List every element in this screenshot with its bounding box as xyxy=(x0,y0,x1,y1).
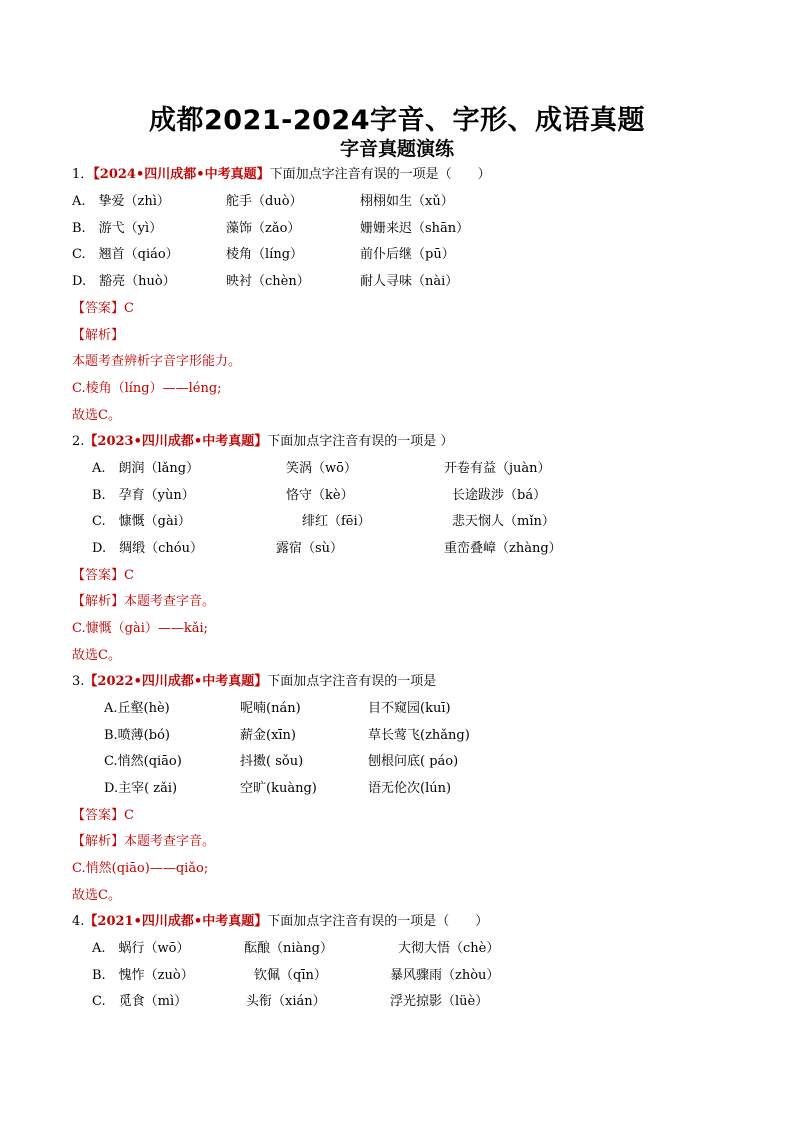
option-c-item-2: 棱角（líng） xyxy=(226,247,304,262)
option-a-item-1: A. 挚爱（zhì） xyxy=(72,194,170,209)
question-source: 2022•四川成都•中考真题 xyxy=(97,674,255,689)
question-source: 2024•四川成都•中考真题 xyxy=(99,167,257,182)
option-b-item-3: 姗姗来迟（shān） xyxy=(360,221,470,236)
question-number: 2. xyxy=(72,434,85,449)
option-b-item-1: B. 愧怍（zuò） xyxy=(92,968,194,983)
question-stem: 下面加点字注音有误的一项是（ ） xyxy=(269,167,491,182)
option-c-item-1: C.悄然(qiāo) xyxy=(104,754,182,769)
option-b-item-3: 长途跋涉（bá） xyxy=(452,488,547,503)
question-source: 2023•四川成都•中考真题 xyxy=(97,434,255,449)
option-a-item-2: 呢喃(nán) xyxy=(240,701,301,716)
question-source: 2021•四川成都•中考真题 xyxy=(97,914,255,929)
correction-3: C.悄然(qiāo)——qiǎo; xyxy=(72,861,209,876)
option-b-item-2: 钦佩（qīn） xyxy=(254,968,327,983)
question-number: 4. xyxy=(72,914,85,929)
source-bracket-close: 】 xyxy=(256,167,270,182)
source-bracket-close: 】 xyxy=(254,674,268,689)
answer-2: 【答案】C xyxy=(72,568,134,583)
option-c-item-2: 抖擞( sǒu) xyxy=(240,754,304,769)
option-b-item-2: 薪金(xīn) xyxy=(240,728,297,743)
option-c-item-2: 头衔（xián） xyxy=(246,994,326,1009)
option-c-item-3: 前仆后继（pū） xyxy=(360,247,455,262)
option-b-item-1: B. 游弋（yì） xyxy=(72,221,163,236)
option-c-item-3: 浮光掠影（lüè） xyxy=(390,994,489,1009)
option-d-item-1: D. 豁亮（huò） xyxy=(72,274,176,289)
page-subtitle: 字音真题演练 xyxy=(339,138,454,160)
question-4-header xyxy=(72,913,488,931)
source-bracket-close: 】 xyxy=(254,914,268,929)
option-c-item-1: C. 觅食（mì） xyxy=(92,994,188,1009)
question-1-header xyxy=(72,166,491,184)
question-stem: 下面加点字注音有误的一项是 xyxy=(267,674,437,689)
source-bracket-open: 【 xyxy=(84,914,98,929)
option-b-item-1: B.喷薄(bó) xyxy=(104,728,170,743)
option-a-item-1: A. 蜗行（wō） xyxy=(92,941,190,956)
option-c-item-1: C. 翘首（qiáo） xyxy=(72,247,179,262)
option-b-item-3: 暴风骤雨（zhòu） xyxy=(390,968,500,983)
option-a-item-3: 大彻大悟（chè） xyxy=(398,941,500,956)
option-b-item-2: 恪守（kè） xyxy=(286,488,354,503)
option-c-item-2: 绯红（fēi） xyxy=(302,514,371,529)
answer-1: 【答案】C xyxy=(72,301,134,316)
analysis-2: 【解析】本题考查字音。 xyxy=(72,594,216,609)
option-a-item-3: 目不窥园(kuī) xyxy=(368,701,451,716)
correction-1: C.棱角（líng）——léng; xyxy=(72,381,222,396)
source-bracket-open: 【 xyxy=(84,674,98,689)
question-stem: 下面加点字注音有误的一项是（ ） xyxy=(267,914,489,929)
option-d-item-3: 重峦叠嶂（zhàng） xyxy=(444,541,562,556)
option-d-item-1: D.主宰( zǎi) xyxy=(104,781,178,796)
correction-2: C.慷慨（gài）——kǎi; xyxy=(72,621,209,636)
option-b-item-1: B. 孕育（yùn） xyxy=(92,488,195,503)
question-stem: 下面加点字注音有误的一项是 ） xyxy=(267,434,454,449)
analysis-1: 本题考查辨析字音字形能力。 xyxy=(72,354,242,369)
option-a-item-3: 开卷有益（juàn） xyxy=(444,461,551,476)
option-d-item-2: 空旷(kuàng) xyxy=(240,781,317,796)
source-bracket-close: 】 xyxy=(254,434,268,449)
question-number: 1． xyxy=(72,167,94,182)
option-b-item-3: 草长莺飞(zhǎng) xyxy=(368,728,470,743)
option-d-item-2: 映衬（chèn） xyxy=(226,274,310,289)
option-d-item-1: D. 绸缎（chóu） xyxy=(92,541,203,556)
option-a-item-2: 酝酿（niàng） xyxy=(244,941,333,956)
option-a-item-1: A.丘壑(hè) xyxy=(104,701,170,716)
option-c-item-1: C. 慷慨（gài） xyxy=(92,514,191,529)
source-bracket-open: 【 xyxy=(93,167,100,182)
option-c-item-3: 刨根问底( páo) xyxy=(368,754,459,769)
conclusion-3: 故选C。 xyxy=(72,888,121,903)
page-title: 成都2021-2024字音、字形、成语真题 xyxy=(149,105,645,136)
option-d-item-2: 露宿（sù） xyxy=(276,541,344,556)
option-a-item-2: 笑涡（wō） xyxy=(286,461,357,476)
option-b-item-2: 藻饰（zǎo） xyxy=(226,221,301,236)
option-a-item-2: 舵手（duò） xyxy=(226,194,303,209)
option-c-item-3: 悲天悯人（mǐn） xyxy=(452,514,555,529)
option-a-item-3: 栩栩如生（xǔ） xyxy=(360,194,454,209)
analysis-label-1: 【解析】 xyxy=(72,328,125,343)
conclusion-2: 故选C。 xyxy=(72,648,121,663)
conclusion-1: 故选C。 xyxy=(72,408,121,423)
question-2-header xyxy=(72,433,453,451)
option-d-item-3: 语无伦次(lún) xyxy=(368,781,452,796)
option-a-item-1: A. 朗润（lǎng） xyxy=(92,461,200,476)
source-bracket-open: 【 xyxy=(84,434,98,449)
question-3-header xyxy=(72,673,436,691)
question-number: 3. xyxy=(72,674,85,689)
option-d-item-3: 耐人寻味（nài） xyxy=(360,274,459,289)
answer-3: 【答案】C xyxy=(72,808,134,823)
analysis-3: 【解析】本题考查字音。 xyxy=(72,834,216,849)
